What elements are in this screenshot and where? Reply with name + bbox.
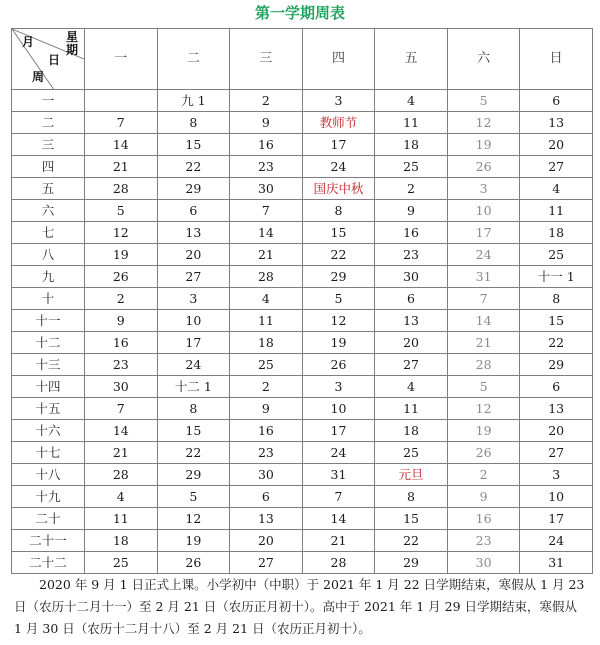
date-cell: 31 <box>520 552 593 574</box>
date-cell: 28 <box>230 266 303 288</box>
date-cell: 14 <box>85 134 158 156</box>
week-number-cell: 十一 <box>12 310 85 332</box>
date-cell: 4 <box>375 376 448 398</box>
date-cell: 30 <box>375 266 448 288</box>
date-cell: 7 <box>85 398 158 420</box>
week-number-cell: 一 <box>12 90 85 112</box>
date-cell: 12 <box>447 112 520 134</box>
date-cell: 6 <box>520 90 593 112</box>
week-number-cell: 三 <box>12 134 85 156</box>
date-cell: 十二 1 <box>157 376 230 398</box>
table-row <box>12 90 593 112</box>
date-cell: 17 <box>302 420 375 442</box>
date-cell: 18 <box>375 134 448 156</box>
date-cell: 25 <box>520 244 593 266</box>
date-cell: 24 <box>447 244 520 266</box>
date-cell: 12 <box>302 310 375 332</box>
date-cell: 26 <box>302 354 375 376</box>
date-cell: 12 <box>157 508 230 530</box>
date-cell: 27 <box>520 442 593 464</box>
date-cell: 24 <box>157 354 230 376</box>
date-cell: 14 <box>85 420 158 442</box>
date-cell: 25 <box>230 354 303 376</box>
date-cell: 5 <box>302 288 375 310</box>
header-row <box>12 29 593 90</box>
week-number-cell: 四 <box>12 156 85 178</box>
date-cell: 19 <box>157 530 230 552</box>
weekday-header: 五 <box>375 29 448 90</box>
date-cell: 8 <box>302 200 375 222</box>
table-row <box>12 112 593 134</box>
date-cell: 5 <box>447 376 520 398</box>
date-cell: 9 <box>375 200 448 222</box>
date-cell: 19 <box>302 332 375 354</box>
date-cell: 16 <box>447 508 520 530</box>
date-cell: 10 <box>302 398 375 420</box>
date-cell: 15 <box>157 134 230 156</box>
date-cell: 7 <box>302 486 375 508</box>
date-cell: 20 <box>520 134 593 156</box>
week-number-cell: 十九 <box>12 486 85 508</box>
date-cell: 3 <box>447 178 520 200</box>
page-title: 第一学期周表 <box>254 4 345 22</box>
date-cell: 25 <box>375 442 448 464</box>
date-cell: 5 <box>85 200 158 222</box>
date-cell: 16 <box>230 134 303 156</box>
date-cell: 16 <box>375 222 448 244</box>
week-number-cell: 十八 <box>12 464 85 486</box>
date-cell: 13 <box>157 222 230 244</box>
date-cell: 25 <box>85 552 158 574</box>
date-cell: 24 <box>302 442 375 464</box>
date-cell: 29 <box>157 464 230 486</box>
schedule-note: 2020 年 9 月 1 日正式上课。小学初中（中职）于 2021 年 1 月 22 日学期结束，寒假从 1 月 23 日（农历十二月十一）至 2 月 21 日（农历正月初十）。高中于 2021 年 1 月 29 日学期结束，寒假从 1 月 30 日（农历十二月十八）至 2 月 21 日（农历正月初十）。 <box>14 577 585 636</box>
date-cell: 18 <box>85 530 158 552</box>
date-cell: 27 <box>520 156 593 178</box>
date-cell: 23 <box>447 530 520 552</box>
date-cell: 31 <box>302 464 375 486</box>
date-cell: 2 <box>230 90 303 112</box>
table-row <box>12 288 593 310</box>
date-cell: 国庆中秋 <box>302 178 375 200</box>
date-cell: 31 <box>447 266 520 288</box>
date-cell: 21 <box>85 156 158 178</box>
weekday-header: 三 <box>230 29 303 90</box>
date-cell: 15 <box>520 310 593 332</box>
date-cell: 30 <box>447 552 520 574</box>
date-cell: 20 <box>157 244 230 266</box>
date-cell: 9 <box>230 398 303 420</box>
date-cell: 21 <box>447 332 520 354</box>
date-cell: 26 <box>157 552 230 574</box>
week-number-cell: 十四 <box>12 376 85 398</box>
table-row <box>12 222 593 244</box>
week-number-cell: 二十一 <box>12 530 85 552</box>
week-number-cell: 十五 <box>12 398 85 420</box>
table-row <box>12 134 593 156</box>
date-cell: 15 <box>157 420 230 442</box>
date-cell: 21 <box>302 530 375 552</box>
date-cell: 7 <box>85 112 158 134</box>
date-cell: 30 <box>85 376 158 398</box>
table-row <box>12 464 593 486</box>
date-cell: 14 <box>230 222 303 244</box>
date-cell: 3 <box>302 376 375 398</box>
date-cell: 26 <box>447 156 520 178</box>
week-table <box>11 28 593 574</box>
date-cell: 28 <box>447 354 520 376</box>
table-row <box>12 310 593 332</box>
date-cell: 11 <box>520 200 593 222</box>
date-cell: 27 <box>157 266 230 288</box>
date-cell: 14 <box>302 508 375 530</box>
date-cell: 30 <box>230 464 303 486</box>
table-row <box>12 442 593 464</box>
date-cell: 9 <box>85 310 158 332</box>
date-cell: 19 <box>447 134 520 156</box>
date-cell: 22 <box>157 156 230 178</box>
date-cell: 10 <box>157 310 230 332</box>
date-cell: 11 <box>230 310 303 332</box>
table-row <box>12 354 593 376</box>
date-cell: 16 <box>230 420 303 442</box>
date-cell: 九 1 <box>157 90 230 112</box>
date-cell: 27 <box>375 354 448 376</box>
week-number-cell: 五 <box>12 178 85 200</box>
date-cell: 13 <box>520 398 593 420</box>
date-cell: 4 <box>520 178 593 200</box>
date-cell: 8 <box>375 486 448 508</box>
date-cell: 9 <box>447 486 520 508</box>
date-cell: 26 <box>85 266 158 288</box>
week-number-cell: 二十二 <box>12 552 85 574</box>
date-cell: 22 <box>520 332 593 354</box>
date-cell: 22 <box>157 442 230 464</box>
date-cell: 12 <box>85 222 158 244</box>
date-cell: 4 <box>85 486 158 508</box>
date-cell: 30 <box>230 178 303 200</box>
date-cell: 13 <box>230 508 303 530</box>
date-cell: 15 <box>302 222 375 244</box>
corner-label-day: 日 <box>48 53 61 67</box>
corner-cell <box>12 29 85 90</box>
date-cell: 20 <box>230 530 303 552</box>
date-cell: 10 <box>447 200 520 222</box>
corner-label-month: 月 <box>22 35 35 49</box>
date-cell: 19 <box>447 420 520 442</box>
table-row <box>12 200 593 222</box>
date-cell: 12 <box>447 398 520 420</box>
date-cell: 11 <box>375 398 448 420</box>
date-cell: 2 <box>230 376 303 398</box>
table-row <box>12 376 593 398</box>
week-number-cell: 十七 <box>12 442 85 464</box>
week-number-cell: 九 <box>12 266 85 288</box>
week-number-cell: 六 <box>12 200 85 222</box>
date-cell: 7 <box>230 200 303 222</box>
table-row <box>12 156 593 178</box>
weekday-header: 日 <box>520 29 593 90</box>
week-number-cell: 二十 <box>12 508 85 530</box>
corner-label-weekday: 星期 <box>65 30 78 57</box>
week-number-cell: 十 <box>12 288 85 310</box>
table-row <box>12 266 593 288</box>
table-row <box>12 398 593 420</box>
date-cell: 22 <box>302 244 375 266</box>
date-cell: 28 <box>85 464 158 486</box>
date-cell: 28 <box>302 552 375 574</box>
date-cell: 23 <box>375 244 448 266</box>
date-cell: 7 <box>447 288 520 310</box>
weekday-header: 六 <box>447 29 520 90</box>
date-cell: 8 <box>157 112 230 134</box>
table-row <box>12 420 593 442</box>
date-cell: 24 <box>302 156 375 178</box>
date-cell: 24 <box>520 530 593 552</box>
table-row <box>12 178 593 200</box>
date-cell: 3 <box>302 90 375 112</box>
date-cell: 4 <box>230 288 303 310</box>
date-cell: 20 <box>520 420 593 442</box>
date-cell: 17 <box>157 332 230 354</box>
date-cell: 21 <box>230 244 303 266</box>
date-cell: 6 <box>520 376 593 398</box>
date-cell: 8 <box>520 288 593 310</box>
date-cell: 22 <box>375 530 448 552</box>
week-number-cell: 七 <box>12 222 85 244</box>
week-number-cell: 二 <box>12 112 85 134</box>
weekday-header: 一 <box>85 29 158 90</box>
date-cell: 2 <box>447 464 520 486</box>
date-cell: 9 <box>230 112 303 134</box>
date-cell: 28 <box>85 178 158 200</box>
date-cell: 5 <box>157 486 230 508</box>
date-cell: 29 <box>375 552 448 574</box>
date-cell: 8 <box>157 398 230 420</box>
table-row <box>12 530 593 552</box>
table-row <box>12 508 593 530</box>
table-row <box>12 486 593 508</box>
date-cell: 29 <box>520 354 593 376</box>
date-cell: 元旦 <box>375 464 448 486</box>
date-cell <box>85 90 158 112</box>
table-row <box>12 552 593 574</box>
week-table-body <box>12 90 593 574</box>
date-cell: 11 <box>85 508 158 530</box>
week-number-cell: 十三 <box>12 354 85 376</box>
date-cell: 21 <box>85 442 158 464</box>
date-cell: 2 <box>85 288 158 310</box>
date-cell: 29 <box>302 266 375 288</box>
date-cell: 13 <box>520 112 593 134</box>
date-cell: 6 <box>375 288 448 310</box>
date-cell: 2 <box>375 178 448 200</box>
date-cell: 19 <box>85 244 158 266</box>
date-cell: 17 <box>520 508 593 530</box>
weekday-header: 四 <box>302 29 375 90</box>
date-cell: 29 <box>157 178 230 200</box>
weekday-header: 二 <box>157 29 230 90</box>
date-cell: 5 <box>447 90 520 112</box>
date-cell: 教师节 <box>302 112 375 134</box>
date-cell: 18 <box>230 332 303 354</box>
date-cell: 10 <box>520 486 593 508</box>
date-cell: 18 <box>375 420 448 442</box>
week-number-cell: 十二 <box>12 332 85 354</box>
date-cell: 20 <box>375 332 448 354</box>
week-number-cell: 十六 <box>12 420 85 442</box>
date-cell: 27 <box>230 552 303 574</box>
date-cell: 3 <box>520 464 593 486</box>
date-cell: 4 <box>375 90 448 112</box>
date-cell: 14 <box>447 310 520 332</box>
date-cell: 3 <box>157 288 230 310</box>
date-cell: 26 <box>447 442 520 464</box>
table-row <box>12 244 593 266</box>
date-cell: 23 <box>230 156 303 178</box>
corner-label-week: 周 <box>32 70 45 84</box>
date-cell: 16 <box>85 332 158 354</box>
date-cell: 11 <box>375 112 448 134</box>
date-cell: 17 <box>302 134 375 156</box>
date-cell: 25 <box>375 156 448 178</box>
date-cell: 23 <box>230 442 303 464</box>
date-cell: 18 <box>520 222 593 244</box>
date-cell: 15 <box>375 508 448 530</box>
week-number-cell: 八 <box>12 244 85 266</box>
date-cell: 6 <box>230 486 303 508</box>
date-cell: 13 <box>375 310 448 332</box>
table-row <box>12 332 593 354</box>
date-cell: 17 <box>447 222 520 244</box>
date-cell: 23 <box>85 354 158 376</box>
date-cell: 十一 1 <box>520 266 593 288</box>
date-cell: 6 <box>157 200 230 222</box>
